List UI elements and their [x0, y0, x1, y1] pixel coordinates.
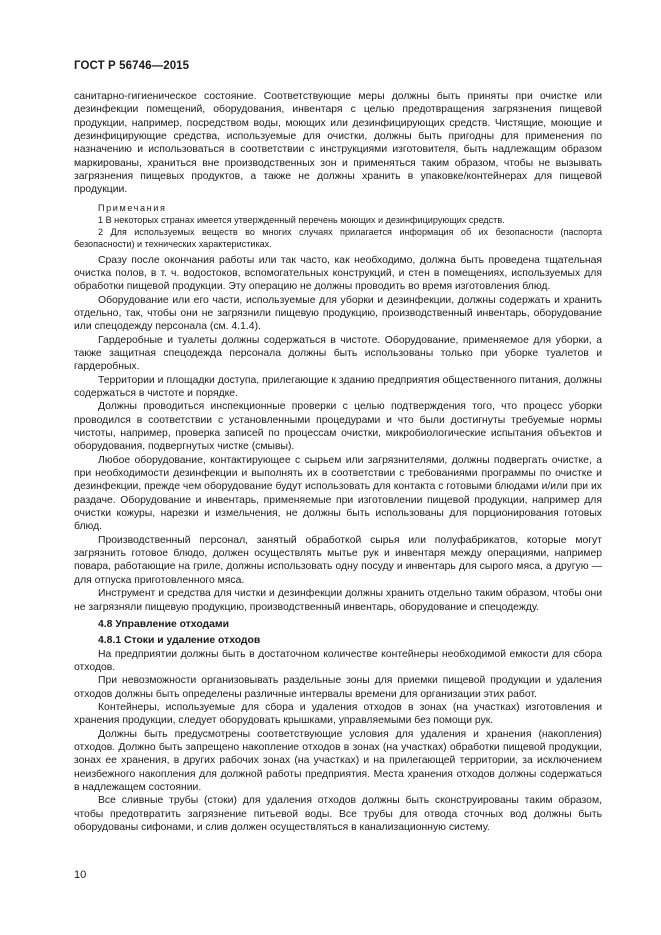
note-item: 1 В некоторых странах имеется утвержденный перечень моющих и дезинфицирующих средств.: [98, 214, 505, 225]
continuation-paragraph: санитарно-гигиеническое состояние. Соответствующие меры должны быть приняты при очистке или дезинфекции помещений, оборудования, инвентаря с целью предотвращения загрязнения пищевой продукции, например, посредством воды, моющих или дезинфицирующих средств. Чистящие, моющие и дезинфицирующие средства, используемые для очистки, должны быть пригодны для применения по назначению и использоваться в соответствии с инструкциями изготовителя, быть надлежащим образом маркированы, храниться вне производственных зон и применяться таким образом, чтобы не вызывать загрязнения пищевых продуктов, а также не должны хранить в упаковке/контейнерах для пищевой продукции.: [74, 91, 602, 196]
section-heading: 4.8 Управление отходами: [98, 618, 229, 630]
paragraph: Должны быть предусмотрены соответствующие условия для удаления и хранения (накопления) отходов. Должно быть запрещено накопление отходов в зонах (на участках) обработки пищевой продукции, зонах ее хранения, в других рабочих зонах (на участках) и на прилегающей территории, за исключением неизбежного накопления для должной работы предприятия. Места хранения отходов должны содержаться в надлежащем состоянии.: [74, 728, 602, 793]
paragraph: Сразу после окончания работы или так часто, как необходимо, должна быть проведена тщательная очистка полов, в т. ч. водостоков, вспомогательных конструкций, и стен в помещениях, используемых для обработки пищевой продукции. Эту операцию не должны проводить во время изготовления блюд.: [74, 254, 602, 293]
page-body: [74, 90, 602, 834]
paragraph: Территории и площадки доступа, прилегающие к зданию предприятия общественного питания, должны содержаться в чистоте и порядке.: [74, 374, 602, 399]
paragraph: Все сливные трубы (стоки) для удаления отходов должны быть сконструированы таким образом, чтобы предотвратить загрязнение питьевой воды. Все трубы для отвода сточных вод должны быть оборудованы сифонами, и слив должен осуществляться в канализационную систему.: [74, 795, 602, 833]
paragraph: Гардеробные и туалеты должны содержаться в чистоте. Оборудование, применяемое для уборки, а также защитная спецодежда персонала должны быть использованы только при уборке туалетов и гардеробных.: [74, 334, 602, 373]
paragraph: Оборудование или его части, используемые для уборки и дезинфекции, должны содержать и хранить отдельно, так, чтобы они не загрязнили пищевую продукцию, производственный инвентарь, оборудование или спецодежду персонала (см. 4.1.4).: [74, 294, 602, 333]
notes-block: [74, 202, 602, 251]
paragraph: Инструмент и средства для чистки и дезинфекции должны хранить отдельно таким образом, чтобы они не загрязняли пищевую продукцию, производственный инвентарь, оборудование и спецодежду.: [74, 588, 602, 613]
page-number: 10: [74, 869, 87, 881]
document-header: ГОСТ Р 56746—2015: [74, 60, 190, 72]
paragraph: На предприятии должны быть в достаточном количестве контейнеры необходимой емкости для сбора отходов.: [74, 648, 602, 673]
paragraph: При невозможности организовывать раздельные зоны для приемки пищевой продукции и удаления отходов должны быть определены различные интервалы времени для организации этих работ.: [74, 675, 602, 700]
paragraph: Любое оборудование, контактирующее с сырьем или загрязнителями, должны подвергать очистке, а при необходимости дезинфекции и выполнять их в соответствии с требованиями программы по очистке и дезинфекции, прежде чем оборудование будут использовать для контакта с готовыми блюдами и/или при их раздаче. Оборудование и инвентарь, применяемые при изготовлении пищевой продукции, например для очистки кожуры, нарезки и измельчения, не должны быть использованы для порционирования готовых блюд.: [74, 454, 602, 533]
subsection-heading: 4.8.1 Стоки и удаление отходов: [98, 635, 261, 647]
paragraph: Должны проводиться инспекционные проверки с целью подтверждения того, что процесс уборки проводился в соответствии с установленными процедурами и что были достигнуты требуемые нормы чистоты, например, проверка записей по процессам очистки, микробиологические испытания объектов и оборудования, подвергнутых чистке (смывы).: [74, 401, 602, 453]
paragraph: Производственный персонал, занятый обработкой сырья или полуфабрикатов, которые могут загрязнить готовое блюдо, должен осуществлять мытье рук и инвентаря между операциями, например повара, работающие на гриле, должны использовать одну посуду и инвентарь для сырого мяса, а другую — для отпуска приготовленного мяса.: [74, 534, 602, 586]
paragraph: Контейнеры, используемые для сбора и удаления отходов в зонах (на участках) изготовления и хранения продукции, следует оборудовать крышками, управляемыми без помощи рук.: [74, 701, 602, 727]
notes-title: Примечания: [98, 202, 167, 213]
note-item: 2 Для используемых веществ во многих случаях прилагается информация об их безопасности (паспорта безопасности) и технических характеристиках.: [74, 227, 602, 250]
